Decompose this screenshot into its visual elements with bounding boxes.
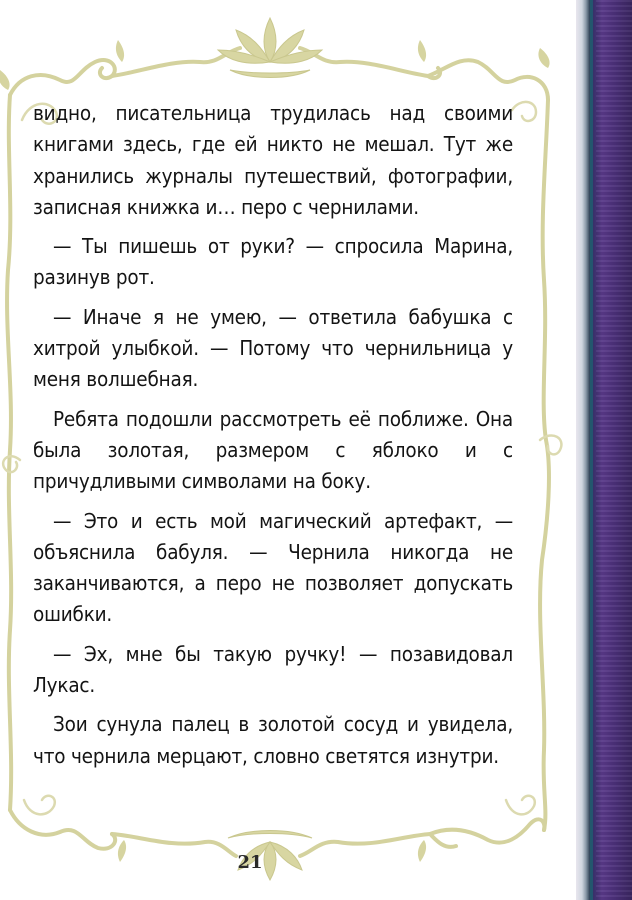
body-text bbox=[33, 98, 513, 780]
paragraph: Ребята подошли рассмотреть её поближе. Она была золотая, размером с яблоко и с причудливыми символами на боку. bbox=[33, 406, 513, 494]
page-number: 21 bbox=[237, 852, 263, 873]
paragraph: — Эх, мне бы такую ручку! — позавидовал Лукас. bbox=[33, 641, 513, 698]
page-edge-sheen bbox=[590, 0, 593, 900]
paragraph: Зои сунула палец в золотой сосуд и увидела, что чернила мерцают, словно светятся изнутри. bbox=[33, 712, 513, 768]
cover-texture bbox=[596, 0, 632, 900]
lotus-crown-top bbox=[218, 18, 322, 78]
paragraph: видно, писательница трудилась над своими книгами здесь, где ей никто не мешал. Тут же хранились журналы путешествий, фотографии, записная книжка и… перо с чернилами. bbox=[33, 101, 513, 219]
paragraph: — Ты пишешь от руки? — спросила Марина, разинув рот. bbox=[33, 234, 513, 290]
paragraph: — Иначе я не умею, — ответила бабушка с хитрой улыбкой. — Потому что чернильница у меня волшебная. bbox=[33, 304, 513, 392]
paragraph: — Это и есть мой магический артефакт, — объяснила бабуля. — Чернила никогда не заканчиваются, а перо не позволяет допускать ошибки. bbox=[33, 508, 513, 627]
